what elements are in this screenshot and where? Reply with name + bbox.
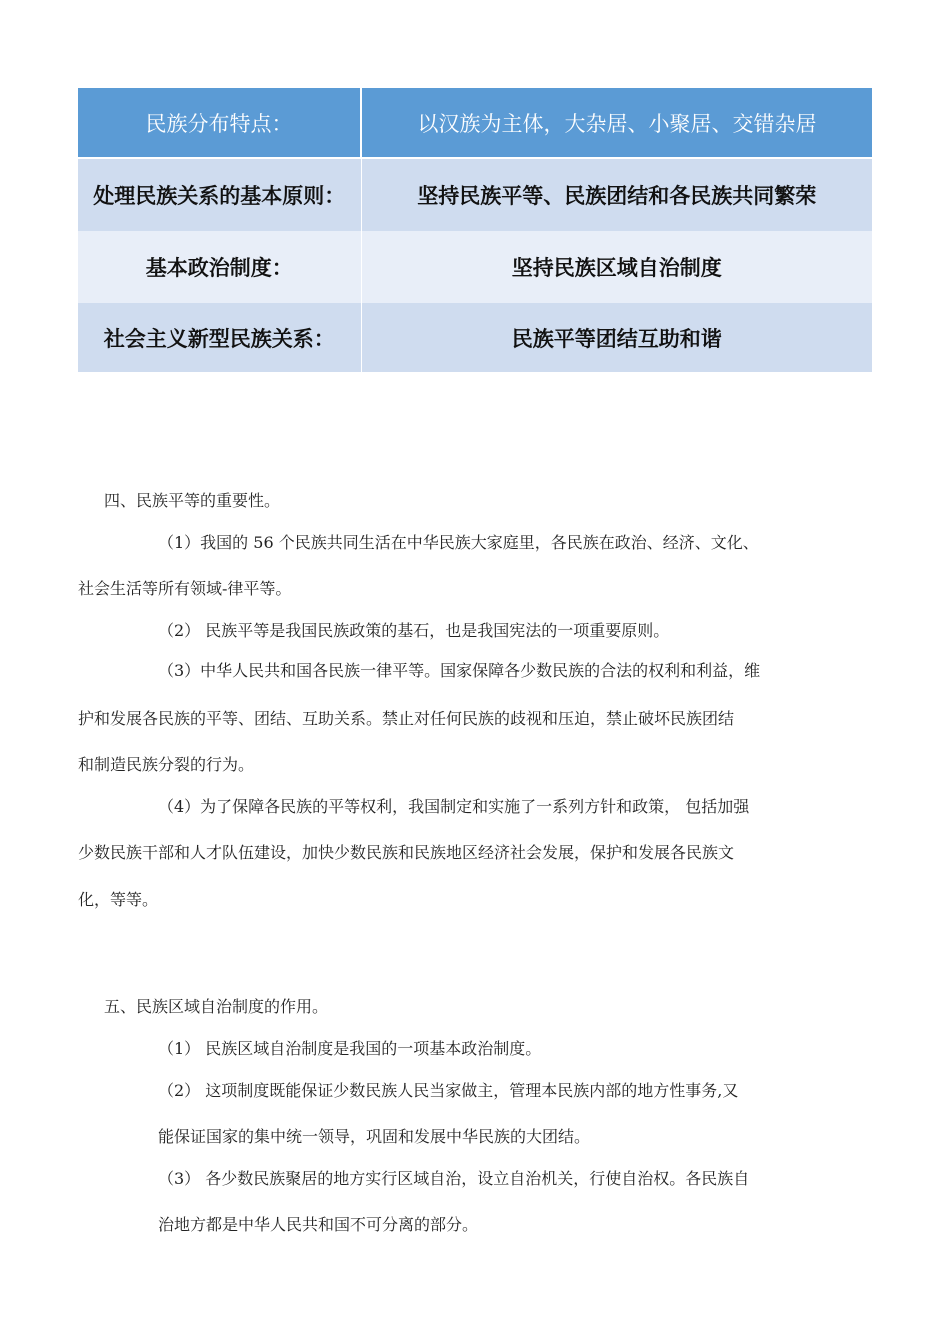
row-value: 以汉族为主体，大杂居、小聚居、交错杂居 bbox=[361, 88, 872, 158]
section4-para4-line3: 化，等等。 bbox=[78, 890, 159, 909]
section5-heading: 五、民族区域自治制度的作用。 bbox=[104, 997, 329, 1016]
table-row bbox=[78, 88, 872, 158]
section4-para4-line2: 少数民族干部和人才队伍建设，加快少数民族和民族地区经济社会发展，保护和发展各民族文 bbox=[78, 843, 735, 862]
section4-para3-line2: 护和发展各民族的平等、团结、互助关系。禁止对任何民族的歧视和压迫，禁止破坏民族团结 bbox=[78, 709, 735, 728]
row-label: 社会主义新型民族关系： bbox=[78, 303, 361, 372]
row-label: 处理民族关系的基本原则： bbox=[78, 158, 361, 231]
row-label: 基本政治制度： bbox=[78, 231, 361, 303]
section5-para3-line1: （3） 各少数民族聚居的地方实行区域自治，设立自治机关，行使自治权。各民族自 bbox=[158, 1169, 750, 1188]
row-value: 坚持民族区域自治制度 bbox=[361, 231, 872, 303]
section5-para1-line1: （1） 民族区域自治制度是我国的一项基本政治制度。 bbox=[158, 1039, 542, 1058]
section4-heading: 四、民族平等的重要性。 bbox=[104, 491, 281, 510]
section5-para2-line1: （2） 这项制度既能保证少数民族人民当家做主，管理本民族内部的地方性事务,又 bbox=[158, 1081, 739, 1100]
section4-para1-line2: 社会生活等所有领域-律平等。 bbox=[78, 579, 292, 598]
table-row bbox=[78, 303, 872, 372]
section4-para2-line1: （2） 民族平等是我国民族政策的基石，也是我国宪法的一项重要原则。 bbox=[158, 621, 670, 640]
section4-para4-line1: （4）为了保障各民族的平等权利，我国制定和实施了一系列方针和政策， 包括加强 bbox=[158, 797, 750, 816]
table-row bbox=[78, 158, 872, 231]
section4-para3-line1: （3）中华人民共和国各民族一律平等。国家保障各少数民族的合法的权利和利益，维 bbox=[158, 661, 761, 680]
row-label: 民族分布特点： bbox=[78, 88, 361, 158]
section4-para3-line3: 和制造民族分裂的行为。 bbox=[78, 755, 255, 774]
section4-para1-line1: （1）我国的 56 个民族共同生活在中华民族大家庭里，各民族在政治、经济、文化、 bbox=[158, 533, 759, 552]
section5-para3-line2: 治地方都是中华人民共和国不可分离的部分。 bbox=[158, 1215, 479, 1234]
row-value: 坚持民族平等、民族团结和各民族共同繁荣 bbox=[361, 158, 872, 231]
summary-table bbox=[78, 88, 872, 372]
section5-para2-line2: 能保证国家的集中统一领导，巩固和发展中华民族的大团结。 bbox=[158, 1127, 591, 1146]
table-row bbox=[78, 231, 872, 303]
row-value: 民族平等团结互助和谐 bbox=[361, 303, 872, 372]
